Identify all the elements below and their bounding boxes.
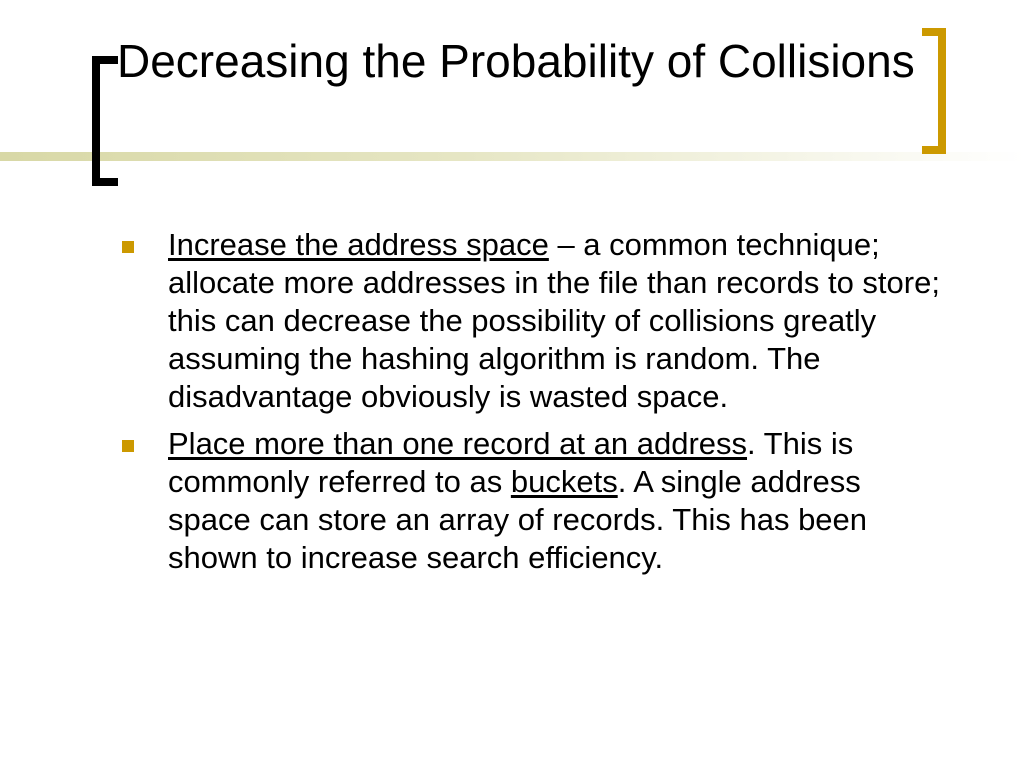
slide-title: Decreasing the Probability of Collisions	[117, 35, 915, 87]
bullet-lead-address-space: Increase the address space	[168, 227, 549, 262]
bullet-list	[120, 226, 950, 586]
bullet-item-buckets	[120, 425, 950, 577]
bullet-item-address-space	[120, 226, 950, 416]
buckets-term: buckets	[510, 464, 618, 499]
bullet-text-before-term: . This is commonly referred to as	[168, 426, 854, 499]
square-bullet-icon	[122, 440, 134, 452]
right-bracket-decoration	[922, 28, 946, 154]
bullet-text-after-term: . A single address space can store an array of records. This has been shown to increase search efficiency.	[168, 464, 868, 575]
square-bullet-icon	[122, 241, 134, 253]
left-bracket-decoration	[92, 56, 118, 186]
bullet-text-address-space: – a common technique; allocate more addresses in the file than records to store; this can decrease the possibility of collisions greatly assuming the hashing algorithm is random. The disadvantage obviously is wasted space.	[168, 227, 940, 414]
bullet-lead-buckets: Place more than one record at an address	[168, 426, 748, 461]
title-underline-rule	[0, 152, 1024, 161]
